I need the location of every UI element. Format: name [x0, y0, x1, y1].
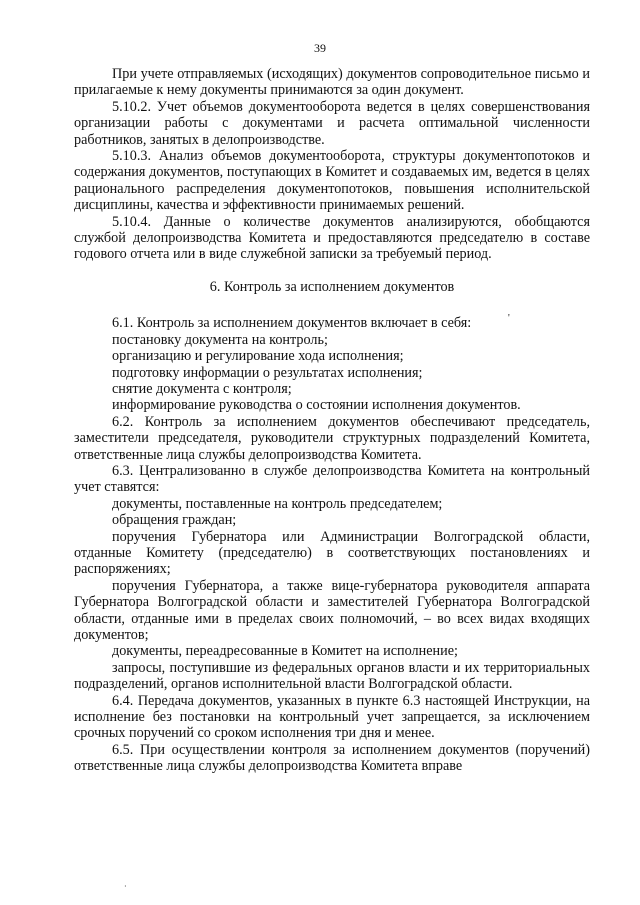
list-item-6-3-redirected: документы, переадресованные в Комитет на исполнение; [112, 643, 458, 660]
scan-speck-corner: · [124, 882, 127, 891]
list-item-6-1: постановку документа на контроль; [112, 331, 328, 348]
list-item-6-1: снятие документа с контроля; [112, 380, 292, 397]
paragraph-6-5: 6.5. При осуществлении контроля за исполнением документов (поручений) ответственные лица службы делопроизводства Комитета вправе [74, 741, 590, 775]
paragraph-6-4: 6.4. Передача документов, указанных в пункте 6.3 настоящей Инструкции, на исполнение без постановки на контрольный учет запрещается, за исключением срочных поручений со сроком исполнения три дня и менее. [74, 692, 590, 742]
paragraph-6-3: 6.3. Централизованно в службе делопроизводства Комитета на контрольный учет ставятся: [74, 462, 590, 496]
list-item-6-1: информирование руководства о состоянии исполнения документов. [112, 397, 521, 414]
paragraph-5-10-4: 5.10.4. Данные о количестве документов анализируются, обобщаются службой делопроизводства Комитета и предоставляются председателю в составе годового отчета или в виде служебной записки за требуемый период. [74, 213, 590, 263]
document-body [74, 66, 590, 775]
paragraph-6-2: 6.2. Контроль за исполнением документов обеспечивают председатель, заместители председателя, руководители структурных подразделений Комитета, ответственные лица службы делопроизводства Комитета. [74, 413, 590, 463]
paragraph-5-10-3: 5.10.3. Анализ объемов документооборота, структуры документопотоков и содержания документов, поступающих в Комитет и создаваемых им, ведется в целях рационального распределения документопотоков, повышения исполнительской дисциплины, качества и эффективности принимаемых решений. [74, 148, 590, 214]
list-item-6-1: организацию и регулирование хода исполнения; [112, 348, 404, 365]
scan-speck: ' [508, 313, 510, 324]
list-item-6-1: подготовку информации о результатах исполнения; [112, 364, 423, 381]
list-item-6-3-governor-orders: поручения Губернатора или Администрации Волгоградской области, отданные Комитету (председателю) в соответствующих постановлениях и распоряжениях; [74, 528, 590, 578]
page-number: 39 [314, 41, 326, 55]
paragraph-5-10-2: 5.10.2. Учет объемов документооборота ведется в целях совершенствования организации работы с документами и расчета оптимальной численности работников, занятых в делопроизводстве. [74, 98, 590, 148]
paragraph-outgoing-documents: При учете отправляемых (исходящих) документов сопроводительное письмо и прилагаемые к нему документы принимаются за один документ. [74, 66, 590, 99]
list-item-6-3-requests: запросы, поступившие из федеральных органов власти и их территориальных подразделений, органов исполнительной власти Волгоградской области. [74, 659, 590, 693]
paragraph-6-1: 6.1. Контроль за исполнением документов включает в себя: [112, 315, 472, 332]
section-6-heading: 6. Контроль за исполнением документов [209, 278, 455, 295]
list-item-6-3-vice-governor-orders: поручения Губернатора, а также вице-губернатора руководителя аппарата Губернатора Волгоградской области и заместителей Губернатора Волгоградской области, отданные ими в пределах своих полномочий, – во всех видах входящих документов; [74, 577, 590, 643]
list-item-6-3: документы, поставленные на контроль председателем; [112, 495, 443, 512]
list-item-6-3: обращения граждан; [112, 512, 237, 529]
